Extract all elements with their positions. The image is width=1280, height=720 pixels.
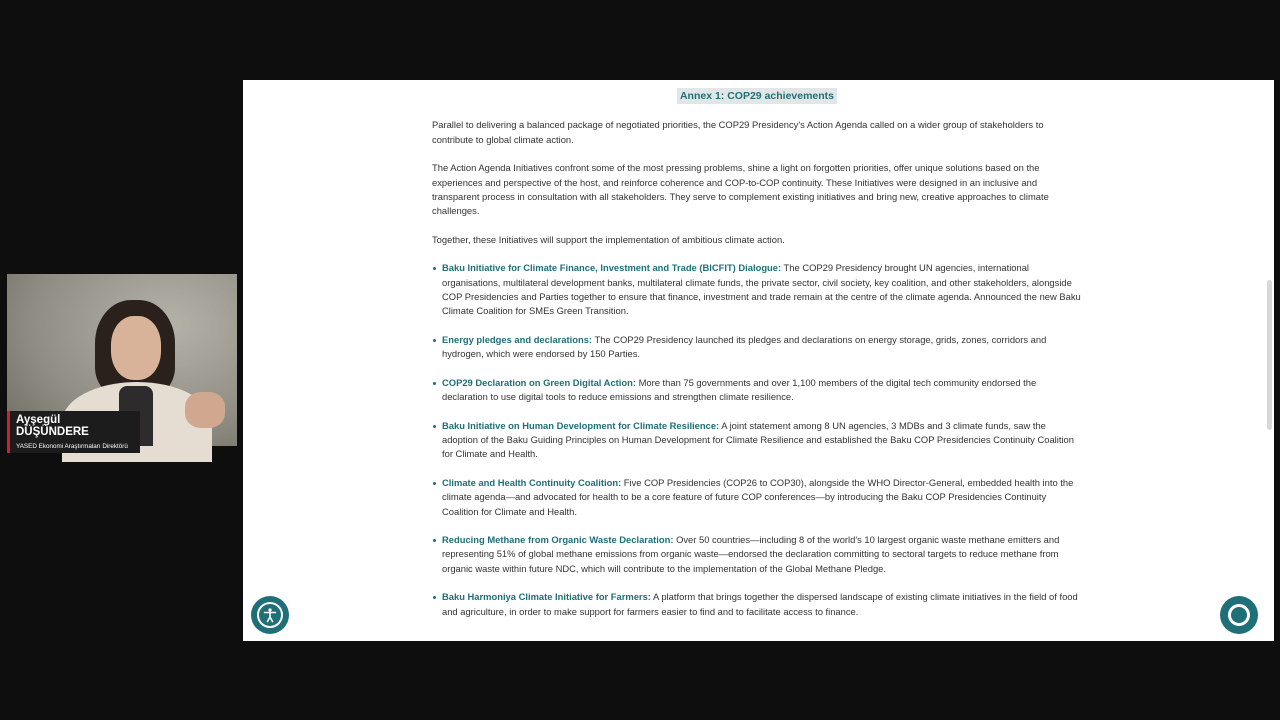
item-title: Baku Initiative on Human Development for Climate Resilience: — [442, 419, 720, 431]
item-text: The COP29 Presidency launched its pledges and declarations on energy storage, grids, zones, corridors and hydrogen, which were endorsed by 150 Parties. — [442, 333, 1047, 360]
item-text: A platform that brings together the dispersed landscape of existing climate initiatives in the field of food and agriculture, in order to make support for farmers easier to find and to facilitate access to finance. — [442, 591, 1078, 617]
initiatives-list — [432, 261, 1082, 619]
accessibility-icon — [257, 602, 283, 628]
page-scrollbar[interactable] — [1267, 280, 1272, 430]
speaker-name: Ayşegül DÜŞÜNDERE — [7, 411, 140, 441]
item-text: More than 75 governments and over 1,100 members of the digital tech community endorsed the declaration to use digital tools to reduce emissions and strengthen climate resilience. — [442, 376, 1037, 403]
item-text: A joint statement among 8 UN agencies, 3 MDBs and 3 climate funds, saw the adoption of the Baku Guiding Principles on Human Development for Climate Resilience and established the Baku COP Presidencies Continuity Coalition for Climate and Health. — [442, 419, 1074, 460]
intro-paragraph: Together, these Initiatives will support the implementation of ambitious climate action. — [432, 233, 785, 245]
document — [432, 88, 1082, 633]
list-item — [432, 476, 1082, 519]
list-item — [432, 533, 1082, 576]
intro-paragraph: Parallel to delivering a balanced package of negotiated priorities, the COP29 Presidency's Action Agenda called on a wider group of stakeholders to contribute to global climate action. — [432, 119, 1044, 145]
chat-button[interactable] — [1220, 596, 1258, 634]
item-title: Baku Harmoniya Climate Initiative for Farmers: — [442, 591, 651, 603]
item-text: The COP29 Presidency brought UN agencies, international organisations, multilateral development banks, multilateral climate funds, the private sector, civil society, key coalition, and other stakeholders, alongside COP Presidencies and Parties together to ensure that finance, investment and trade remain at the centre of the climate agenda. Announced the new Baku Climate Coalition for SMEs Green Transition. — [442, 262, 1081, 317]
list-item — [432, 261, 1082, 319]
webcam-video — [7, 274, 237, 450]
list-item — [432, 590, 1082, 619]
speaker-nameplate — [7, 411, 145, 453]
list-item — [432, 376, 1082, 405]
item-title: Energy pledges and declarations: — [442, 333, 593, 345]
document-title: Annex 1: COP29 achievements — [432, 88, 1082, 104]
item-title: COP29 Declaration on Green Digital Action: — [442, 376, 636, 388]
item-text: Over 50 countries—including 8 of the world's 10 largest organic waste methane emitters and representing 51% of global methane emissions from organic waste—endorsed the declaration committing to sectoral targets to reduce methane from organic waste within future NDC, which will contribute to the implementation of the Global Methane Pledge. — [442, 533, 1060, 574]
list-item — [432, 333, 1082, 362]
item-title: Reducing Methane from Organic Waste Declaration: — [442, 533, 674, 545]
intro-paragraph: The Action Agenda Initiatives confront some of the most pressing problems, shine a light on forgotten priorities, offer unique solutions based on the experiences and perspective of the host, and reinforce coherence and COP-to-COP continuity. These Initiatives were designed in an inclusive and transparent process in consultation with all stakeholders. They serve to complement existing initiatives and bring new, creative approaches to climate challenges. — [432, 162, 1049, 217]
item-text: Five COP Presidencies (COP26 to COP30), alongside the WHO Director-General, embedded health into the climate agenda—and advocated for health to be a core feature of future COP conferences—by introducing the Baku COP Presidencies Continuity Coalition for Climate and Health. — [442, 476, 1074, 517]
item-title: Climate and Health Continuity Coalition: — [442, 476, 622, 488]
chat-icon — [1228, 604, 1250, 626]
item-title: Baku Initiative for Climate Finance, Investment and Trade (BICFIT) Dialogue: — [442, 262, 782, 274]
speaker-role: YASED Ekonomi Araştırmaları Direktörü — [7, 441, 140, 453]
accessibility-button[interactable] — [251, 596, 289, 634]
list-item — [432, 419, 1082, 462]
shared-screen — [243, 80, 1274, 641]
